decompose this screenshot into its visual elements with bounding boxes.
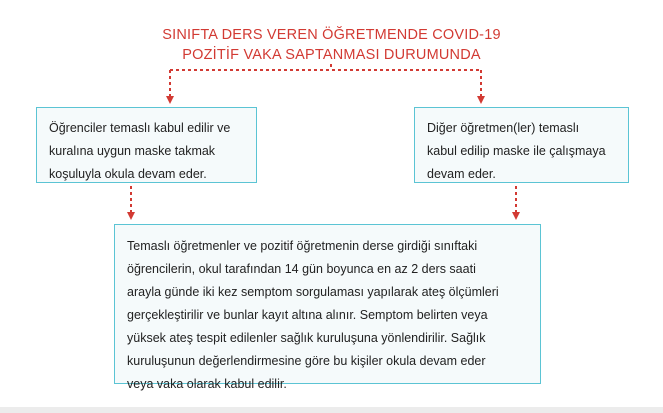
right-box-line: devam eder. [427, 167, 496, 181]
right-box-line: Diğer öğretmen(ler) temaslı [427, 121, 580, 135]
bottom-box-line: gerçekleştirilir ve bunlar kayıt altına alınır. Semptom belirten veya [127, 308, 488, 322]
arrowhead-right-to-bottom [512, 212, 520, 220]
bottom-box-line: yüksek ateş tespit edilenler sağlık kuruluşuna yönlendirilir. Sağlık [127, 331, 486, 345]
arrowhead-to-left-box [166, 96, 174, 104]
arrowhead-to-right-box [477, 96, 485, 104]
diagram-title-line-2: POZİTİF VAKA SAPTANMASI DURUMUNDA [182, 47, 481, 63]
follow-up-procedure-box [114, 224, 541, 391]
bottom-box-line: kuruluşunun değerlendirmesine göre bu kişiler okula devam eder [127, 354, 486, 368]
left-box-line: Öğrenciler temaslı kabul edilir ve [49, 121, 231, 135]
footer-divider [0, 407, 663, 413]
bottom-box-line: öğrencilerin, okul tarafından 14 gün boyunca en az 2 ders saati [127, 262, 476, 276]
diagram-title-line-1: SINIFTA DERS VEREN ÖĞRETMENDE COVID-19 [162, 27, 501, 43]
right-outcome-box [414, 107, 629, 183]
bottom-box-line: veya vaka olarak kabul edilir. [127, 377, 287, 391]
left-box-line: koşuluyla okula devam eder. [49, 167, 207, 181]
right-box-line: kabul edilip maske ile çalışmaya [427, 144, 606, 158]
bottom-box-line: arayla günde iki kez semptom sorgulaması yapılarak ateş ölçümleri [127, 285, 499, 299]
arrowhead-left-to-bottom [127, 212, 135, 220]
bottom-box-line: Temaslı öğretmenler ve pozitif öğretmenin derse girdiği sınıftaki [127, 239, 478, 253]
left-box-line: kuralına uygun maske takmak [49, 144, 216, 158]
left-outcome-box [36, 107, 257, 183]
